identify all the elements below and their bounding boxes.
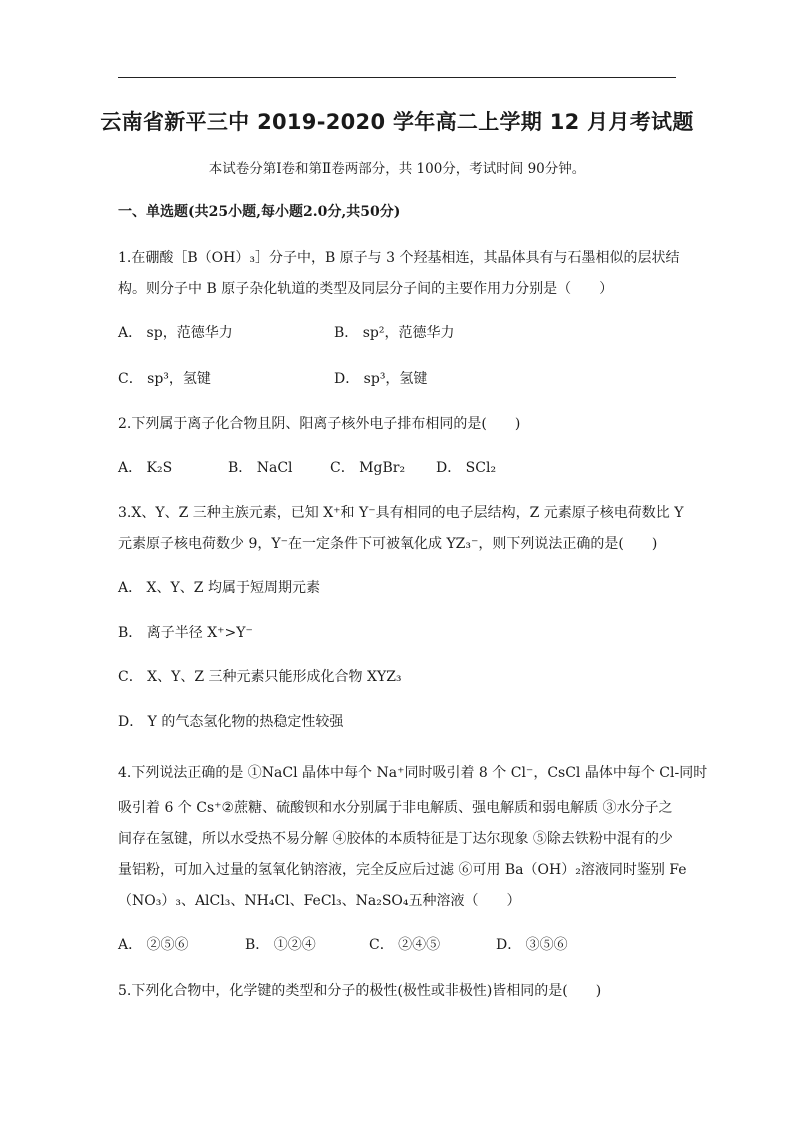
option-a: A． ②⑤⑥	[118, 937, 189, 953]
option-d: D． SCl₂	[436, 460, 497, 476]
option-d: D． sp³，氢键	[334, 371, 428, 387]
page-title: 云南省新平三中 2019-2020 学年高二上学期 12 月月考试题	[100, 110, 694, 134]
question-stem-line: 量铝粉，可加入过量的氢氧化钠溶液，完全反应后过滤 ⑥可用 Ba（OH）₂溶液同时鉴别 Fe	[118, 862, 687, 878]
question-stem-line: 3.X、Y、Z 三种主族元素，已知 X⁺和 Y⁻具有相同的电子层结构，Z 元素原子核电荷数比 Y	[118, 505, 684, 521]
question-stem-line: 构。则分子中 B 原子杂化轨道的类型及同层分子间的主要作用力分别是（ ）	[118, 281, 614, 297]
option-a: A． sp，范德华力	[118, 325, 233, 341]
question-stem-line: （NO₃）₃、AlCl₃、NH₄Cl、FeCl₃、Na₂SO₄五种溶液（ ）	[118, 893, 521, 909]
option-c: C． sp³，氢键	[118, 371, 211, 387]
option-c: C． ②④⑤	[369, 937, 441, 953]
section-heading: 一、单选题(共25小题,每小题2.0分,共50分)	[118, 204, 401, 220]
option-b: B． sp²，范德华力	[334, 325, 455, 341]
option-b: B． 离子半径 X⁺>Y⁻	[118, 625, 253, 641]
question-stem-line: 元素原子核电荷数少 9，Y⁻在一定条件下可被氧化成 YZ₃⁻，则下列说法正确的是( )	[118, 536, 658, 552]
option-a: A． X、Y、Z 均属于短周期元素	[118, 580, 320, 596]
question-stem-line: 间存在氢键，所以水受热不易分解 ④胶体的本质特征是丁达尔现象 ⑤除去铁粉中混有的少	[118, 831, 673, 847]
option-b: B． ①②④	[245, 937, 316, 953]
option-c: C． MgBr₂	[330, 460, 406, 476]
question-stem-line: 1.在硼酸［B（OH）₃］分子中，B 原子与 3 个羟基相连，其晶体具有与石墨相似的层状结	[118, 250, 680, 266]
question-stem-line: 4.下列说法正确的是 ①NaCl 晶体中每个 Na⁺同时吸引着 8 个 Cl⁻，CsCl 晶体中每个 Cl-同时	[118, 765, 708, 781]
question-stem-line: 5.下列化合物中，化学键的类型和分子的极性(极性或非极性)皆相同的是( )	[118, 983, 602, 999]
option-a: A． K₂S	[118, 460, 173, 476]
header-rule	[118, 77, 676, 78]
option-d: D． Y 的气态氢化物的热稳定性较强	[118, 714, 344, 730]
exam-instructions: 本试卷分第Ⅰ卷和第Ⅱ卷两部分，共 100分，考试时间 90分钟。	[208, 161, 586, 177]
question-stem-line: 吸引着 6 个 Cs⁺②蔗糖、硫酸钡和水分别属于非电解质、强电解质和弱电解质 ③水分子之	[118, 800, 673, 816]
option-c: C． X、Y、Z 三种元素只能形成化合物 XYZ₃	[118, 669, 402, 685]
option-d: D． ③⑤⑥	[496, 937, 568, 953]
question-stem-line: 2.下列属于离子化合物且阴、阳离子核外电子排布相同的是( )	[118, 416, 521, 432]
option-b: B． NaCl	[228, 460, 293, 476]
